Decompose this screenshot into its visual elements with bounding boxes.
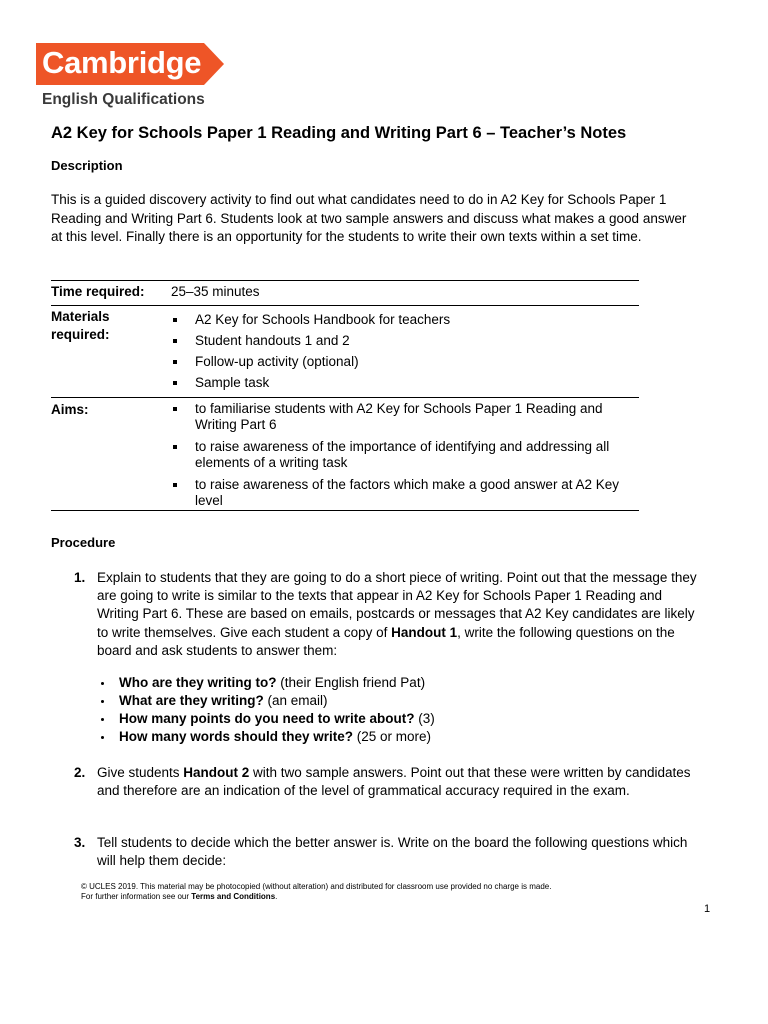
table-bottom-rule [51, 510, 639, 511]
question: How many words should they write? [119, 729, 354, 744]
list-item: A2 Key for Schools Handbook for teachers [171, 312, 641, 328]
list-item: to raise awareness of the factors which make a good answer at A2 Key level [171, 477, 631, 509]
terms-prefix: For further information see our [81, 892, 192, 901]
answer: (an email) [263, 693, 328, 708]
copyright-footer [81, 882, 551, 902]
terms-suffix: . [275, 892, 278, 901]
description-heading: Description [51, 158, 123, 173]
answer: (25 or more) [353, 729, 432, 744]
question: How many points do you need to write about? [119, 711, 415, 726]
step-2-text [97, 764, 697, 800]
terms-line [81, 892, 551, 902]
step-number: 2. [74, 765, 86, 780]
procedure-heading: Procedure [51, 535, 116, 550]
answer: (3) [414, 711, 435, 726]
time-label: Time required: [51, 284, 145, 299]
question-list [97, 674, 435, 746]
table-top-rule [51, 280, 639, 281]
step-1-text [97, 569, 699, 660]
copyright-line: © UCLES 2019. This material may be photocopied (without alteration) and distributed for classroom use provided no charge is made. [81, 882, 552, 891]
materials-label: Materials required: [51, 309, 110, 342]
question: What are they writing? [119, 693, 264, 708]
materials-list [171, 312, 641, 391]
logo-arrow-shape [204, 43, 224, 85]
page-number: 1 [704, 903, 711, 915]
step-text-part: , write the following questions on the board and ask students to answer them: [97, 624, 675, 658]
table-rule [51, 305, 639, 306]
brand-name: Cambridge [42, 45, 202, 80]
handout-reference: Handout 1 [391, 624, 458, 640]
terms-link[interactable]: Terms and Conditions [191, 892, 276, 901]
list-item: to familiarise students with A2 Key for Schools Paper 1 Reading and Writing Part 6 [171, 401, 631, 433]
handout-reference: Handout 2 [183, 765, 250, 780]
list-item: Student handouts 1 and 2 [171, 333, 641, 349]
list-item: to raise awareness of the importance of identifying and addressing all elements of a writing task [171, 439, 631, 471]
list-item: Follow-up activity (optional) [171, 354, 641, 370]
step-number: 3. [74, 835, 86, 850]
aims-list [171, 401, 631, 509]
step-text-part: with two sample answers. Point out that these were written by candidates and therefore are an indication of the level of grammatical accuracy required in the exam. [97, 765, 691, 799]
list-item [97, 728, 435, 746]
step-text-part: Explain to students that they are going to do a short piece of writing. Point out that the message they are going to write is similar to the texts that appear in A2 Key for Schools Paper 1 Reading and Writing Part 6. These are based on emails, postcards or messages that A2 Key candidates are likely to write themselves. Give each student a copy of [97, 570, 697, 640]
aims-label: Aims: [51, 402, 89, 417]
question: Who are they writing to? [119, 675, 277, 690]
time-value: 25–35 minutes [171, 284, 260, 299]
list-item: Sample task [171, 375, 641, 391]
list-item [97, 674, 435, 692]
page-title: A2 Key for Schools Paper 1 Reading and Writing Part 6 – Teacher’s Notes [51, 124, 627, 142]
brand-subtitle: English Qualifications [42, 91, 205, 108]
step-text-part: Give students [97, 765, 184, 780]
answer: (their English friend Pat) [276, 675, 426, 690]
list-item [97, 692, 435, 710]
list-item [97, 710, 435, 728]
table-rule [51, 397, 639, 398]
step-number: 1. [74, 570, 86, 585]
step-3-text: Tell students to decide which the better answer is. Write on the board the following questions which will help them decide: [97, 835, 688, 869]
description-text: This is a guided discovery activity to find out what candidates need to do in A2 Key for Schools Paper 1 Reading and Writing Part 6. Students look at two sample answers and discuss what makes a good answer at this level. Finally there is an opportunity for the students to write their own texts within a set time. [51, 192, 687, 244]
